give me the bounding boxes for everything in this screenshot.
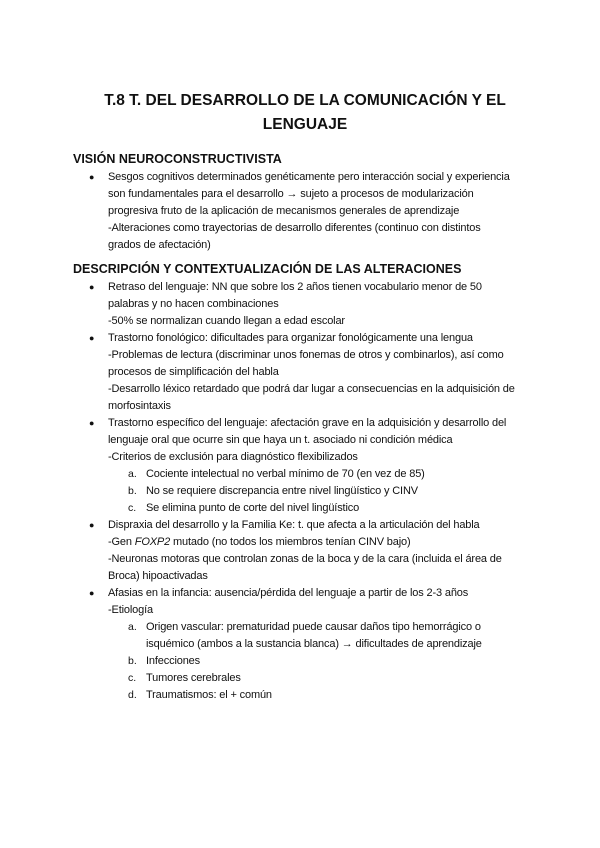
bullet-icon: ● (89, 282, 95, 292)
text-line: son fundamentales para el desarrollo → sujeto a procesos de modularización (108, 188, 474, 200)
list-marker: c. (128, 502, 137, 514)
list-item: Origen vascular: prematuridad puede causar daños tipo hemorrágico o (146, 621, 481, 633)
bullet-icon: ● (89, 588, 95, 598)
text-line: palabras y no hacen combinaciones (108, 298, 279, 310)
document-title-line-1: T.8 T. DEL DESARROLLO DE LA COMUNICACIÓN Y EL (104, 92, 506, 109)
bullet-icon: ● (89, 172, 95, 182)
list-marker: c. (128, 672, 137, 684)
text-line: procesos de simplificación del habla (108, 366, 279, 378)
section-heading-vision: VISIÓN NEUROCONSTRUCTIVISTA (73, 152, 282, 166)
list-marker: b. (128, 655, 137, 667)
text-line: Sesgos cognitivos determinados genéticamente pero interacción social y experiencia (108, 171, 510, 183)
section-heading-descripcion: DESCRIPCIÓN Y CONTEXTUALIZACIÓN DE LAS ALTERACIONES (73, 262, 462, 276)
text-line: lenguaje oral que ocurre sin que haya un t. asociado ni condición médica (108, 434, 453, 446)
bullet-icon: ● (89, 520, 95, 530)
text-line: -Neuronas motoras que controlan zonas de la boca y de la cara (incluida el área de (108, 553, 502, 565)
text-line: Broca) hipoactivadas (108, 570, 208, 582)
list-item: No se requiere discrepancia entre nivel lingüístico y CINV (146, 485, 418, 497)
text-line: -Problemas de lectura (discriminar unos fonemas de otros y combinarlos), así como (108, 349, 504, 361)
list-marker: d. (128, 689, 137, 701)
text-line: -Etiología (108, 604, 153, 616)
list-marker: b. (128, 485, 137, 497)
list-item: Se elimina punto de corte del nivel lingüístico (146, 502, 360, 514)
text-line: -Alteraciones como trayectorias de desarrollo diferentes (continuo con distintos (108, 222, 481, 234)
bullet-icon: ● (89, 418, 95, 428)
text-span: -Gen (108, 536, 135, 548)
list-item: Tumores cerebrales (146, 672, 241, 684)
list-marker: a. (128, 621, 137, 633)
text-line: -Criterios de exclusión para diagnóstico flexibilizados (108, 451, 358, 463)
text-line: progresiva fruto de la aplicación de mecanismos generales de aprendizaje (108, 205, 460, 217)
text-line: Trastorno fonológico: dificultades para organizar fonológicamente una lengua (108, 332, 473, 344)
list-item: Cociente intelectual no verbal mínimo de 70 (en vez de 85) (146, 468, 425, 480)
text-line: -50% se normalizan cuando llegan a edad escolar (108, 315, 345, 327)
text-line: -Desarrollo léxico retardado que podrá dar lugar a consecuencias en la adquisición de (108, 383, 515, 395)
text-line: Afasias en la infancia: ausencia/pérdida del lenguaje a partir de los 2-3 años (108, 587, 469, 599)
gene-name: FOXP2 (134, 536, 171, 548)
text-line: morfosintaxis (108, 400, 171, 412)
text-line: grados de afectación) (108, 239, 211, 251)
text-line (108, 534, 411, 550)
text-line: Trastorno específico del lenguaje: afectación grave en la adquisición y desarrollo del (108, 417, 507, 429)
text-line: Retraso del lenguaje: NN que sobre los 2 años tienen vocabulario menor de 50 (108, 281, 482, 293)
list-item: Infecciones (146, 655, 200, 667)
list-marker: a. (128, 468, 137, 480)
bullet-icon: ● (89, 333, 95, 343)
text-span: mutado (no todos los miembros tenían CINV bajo) (170, 536, 411, 548)
list-item: Traumatismos: el + común (146, 689, 272, 701)
document-title-line-2: LENGUAJE (262, 116, 348, 133)
list-item-continuation: isquémico (ambos a la sustancia blanca) → dificultades de aprendizaje (146, 638, 482, 650)
text-line: Dispraxia del desarrollo y la Familia Ke: t. que afecta a la articulación del habla (108, 519, 480, 531)
